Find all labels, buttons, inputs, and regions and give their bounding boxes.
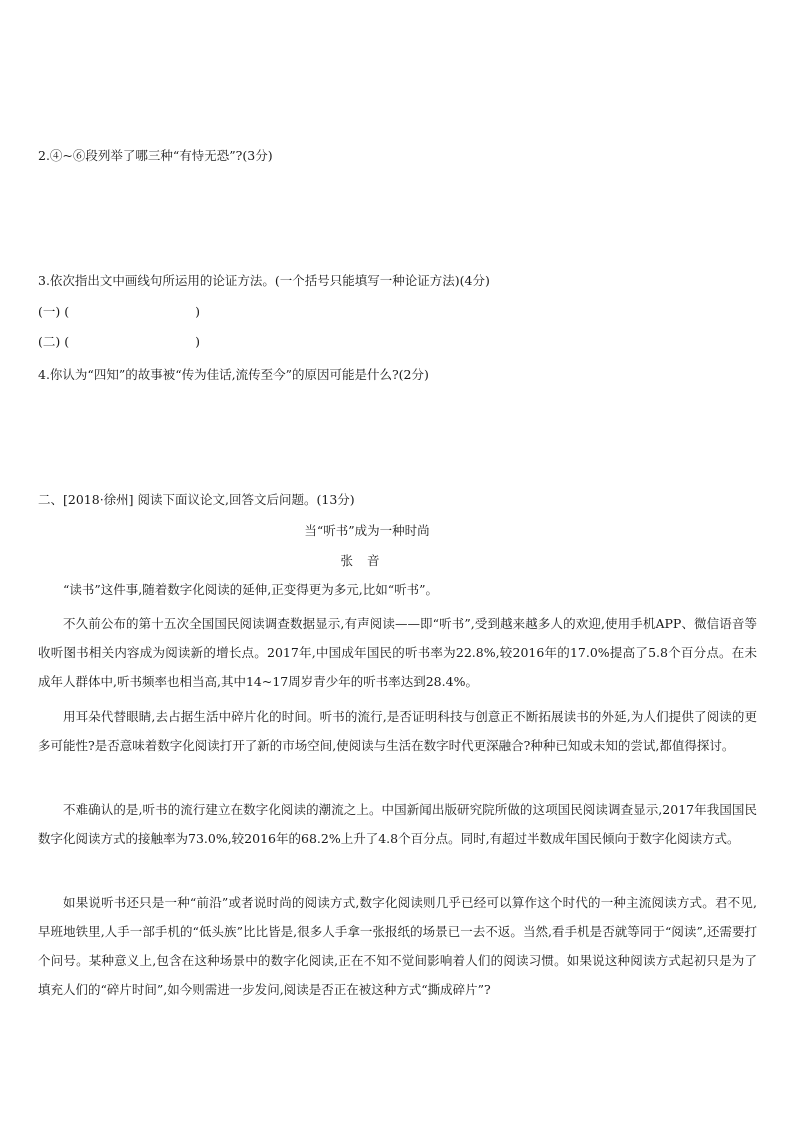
- article-title: 当“听书”成为一种时尚: [304, 523, 430, 538]
- article-paragraph-4: 不难确认的是,听书的流行建立在数字化阅读的潮流之上。中国新闻出版研究院所做的这项国民阅读调查显示,2017年我国国民数字化阅读方式的接触率为73.0%,较2016年的68.2%上升了4.8个百分点。同时,有超过半数成年国民倾向于数字化阅读方式。: [38, 802, 757, 846]
- paren-close: ): [195, 304, 201, 319]
- article-paragraph-5: 如果说听书还只是一种“前沿”或者说时尚的阅读方式,数字化阅读则几乎已经可以算作这个时代的一种主流阅读方式。君不见,早班地铁里,人手一部手机的“低头族”比比皆是,很多人手拿一张报纸的场景已一去不返。当然,看手机是否就等同于“阅读”,还需要打个问号。某种意义上,包含在这种场景中的数字化阅读,正在不知不觉间影响着人们的阅读习惯。如果说这种阅读方式起初只是为了填充人们的“碎片时间”,如今则需进一步发问,阅读是否正在被这种方式“撕成碎片”?: [38, 895, 757, 997]
- question-3-answer-2: [38, 332, 200, 350]
- question-2: 2.④~⑥段列举了哪三种“有恃无恐”?(3分): [38, 148, 273, 163]
- paren-open: (: [64, 334, 70, 349]
- paren-open: (: [64, 304, 70, 319]
- article-paragraph-1: “读书”这件事,随着数字化阅读的延伸,正变得更为多元,比如“听书”。: [63, 582, 438, 597]
- article-paragraph-2: 不久前公布的第十五次全国国民阅读调查数据显示,有声阅读——即“听书”,受到越来越多人的欢迎,使用手机APP、微信语音等收听图书相关内容成为阅读新的增长点。2017年,中国成年国民的听书率为22.8%,较2016年的17.0%提高了5.8个百分点。在未成年人群体中,听书频率也相当高,其中14~17周岁青少年的听书率达到28.4%。: [38, 616, 757, 689]
- question-4: 4.你认为“四知”的故事被“传为佳话,流传至今”的原因可能是什么?(2分): [38, 367, 429, 382]
- question-3: 3.依次指出文中画线句所运用的论证方法。(一个括号只能填写一种论证方法)(4分): [38, 273, 490, 288]
- answer-2-label: (二): [38, 334, 61, 349]
- article-paragraph-3: 用耳朵代替眼睛,去占据生活中碎片化的时间。听书的流行,是否证明科技与创意正不断拓展读书的外延,为人们提供了阅读的更多可能性?是否意味着数字化阅读打开了新的市场空间,使阅读与生活在数字时代更深融合?种种已知或未知的尝试,都值得探讨。: [38, 709, 757, 753]
- paren-close: ): [195, 334, 201, 349]
- question-3-answer-1: [38, 302, 200, 320]
- article-author: 张音: [340, 553, 394, 568]
- answer-1-label: (一): [38, 304, 61, 319]
- section-2-heading: 二、[2018·徐州] 阅读下面议论文,回答文后问题。(13分): [38, 492, 355, 507]
